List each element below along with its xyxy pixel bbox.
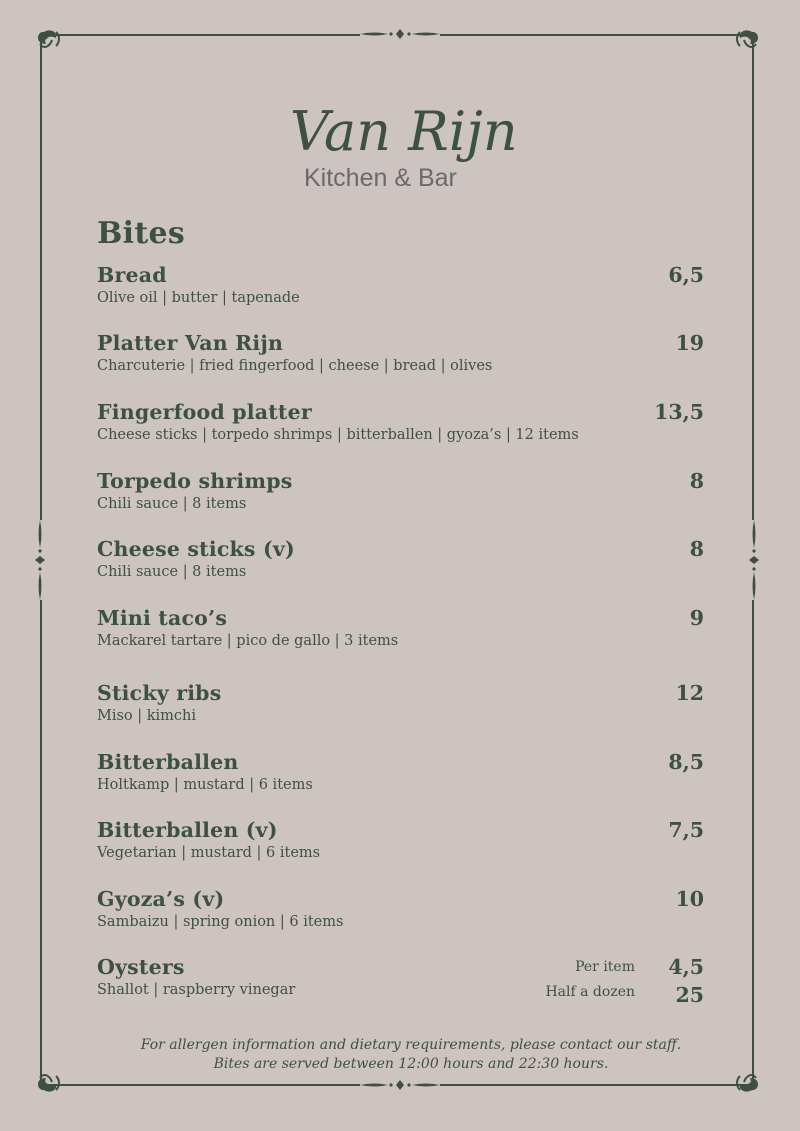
menu-item bbox=[97, 399, 704, 445]
right-edge-ornament bbox=[748, 520, 760, 600]
item-description: Sambaizu | spring onion | 6 items bbox=[97, 914, 344, 930]
item-description: Mackarel tartare | pico de gallo | 3 items bbox=[97, 633, 399, 649]
menu-item bbox=[97, 536, 704, 582]
item-name: Bitterballen bbox=[97, 750, 239, 774]
left-edge-ornament bbox=[34, 520, 46, 600]
corner-ornament-top-left bbox=[34, 28, 70, 64]
menu-item bbox=[97, 817, 704, 863]
item-price: 19 bbox=[675, 331, 704, 355]
brand-tagline: Kitchen & Bar bbox=[304, 164, 457, 192]
item-description: Chili sauce | 8 items bbox=[97, 564, 247, 580]
item-price: 13,5 bbox=[654, 400, 704, 424]
menu-item-oysters bbox=[97, 954, 704, 1010]
per-item-price: 4,5 bbox=[668, 955, 704, 979]
brand-name: Van Rijn bbox=[290, 100, 518, 163]
item-name: Gyoza’s (v) bbox=[97, 887, 225, 911]
item-price: 8,5 bbox=[668, 750, 704, 774]
item-description: Chili sauce | 8 items bbox=[97, 496, 247, 512]
section-title: Bites bbox=[97, 216, 186, 251]
item-name: Platter Van Rijn bbox=[97, 331, 284, 355]
item-description: Charcuterie | fried fingerfood | cheese | bread | olives bbox=[97, 358, 493, 374]
item-description: Miso | kimchi bbox=[97, 708, 197, 724]
item-price: 10 bbox=[675, 887, 704, 911]
half-dozen-price: 25 bbox=[675, 983, 704, 1007]
item-description: Shallot | raspberry vinegar bbox=[97, 982, 296, 998]
footer-note bbox=[0, 1036, 800, 1074]
half-dozen-label: Half a dozen bbox=[545, 984, 635, 1000]
item-description: Cheese sticks | torpedo shrimps | bitterballen | gyoza’s | 12 items bbox=[97, 427, 579, 443]
item-price: 6,5 bbox=[668, 263, 704, 287]
serving-hours-note: Bites are served between 12:00 hours and 22:30 hours. bbox=[213, 1056, 609, 1072]
item-name: Bread bbox=[97, 263, 167, 287]
menu-item bbox=[97, 749, 704, 795]
per-item-label: Per item bbox=[575, 959, 635, 975]
menu-item bbox=[97, 886, 704, 932]
allergen-note: For allergen information and dietary requirements, please contact our staff. bbox=[140, 1037, 682, 1053]
item-name: Mini taco’s bbox=[97, 606, 228, 630]
menu-item bbox=[97, 468, 704, 514]
item-name: Fingerfood platter bbox=[97, 400, 312, 424]
menu-item bbox=[97, 680, 704, 726]
bottom-edge-ornament bbox=[360, 1079, 440, 1091]
item-description: Olive oil | butter | tapenade bbox=[97, 290, 300, 306]
menu-item bbox=[97, 605, 704, 651]
item-price: 9 bbox=[689, 606, 704, 630]
item-name: Sticky ribs bbox=[97, 681, 222, 705]
top-edge-ornament bbox=[360, 28, 440, 40]
brand-logo bbox=[0, 88, 800, 208]
item-price: 8 bbox=[689, 537, 704, 561]
item-description: Holtkamp | mustard | 6 items bbox=[97, 777, 313, 793]
item-name: Torpedo shrimps bbox=[97, 469, 293, 493]
item-name: Oysters bbox=[97, 955, 185, 979]
item-price: 7,5 bbox=[668, 818, 704, 842]
item-name: Cheese sticks (v) bbox=[97, 537, 295, 561]
item-name: Bitterballen (v) bbox=[97, 818, 278, 842]
item-price: 8 bbox=[689, 469, 704, 493]
menu-item bbox=[97, 262, 704, 308]
corner-ornament-top-right bbox=[726, 28, 762, 64]
item-price: 12 bbox=[675, 681, 704, 705]
menu-item bbox=[97, 330, 704, 376]
item-description: Vegetarian | mustard | 6 items bbox=[97, 845, 321, 861]
